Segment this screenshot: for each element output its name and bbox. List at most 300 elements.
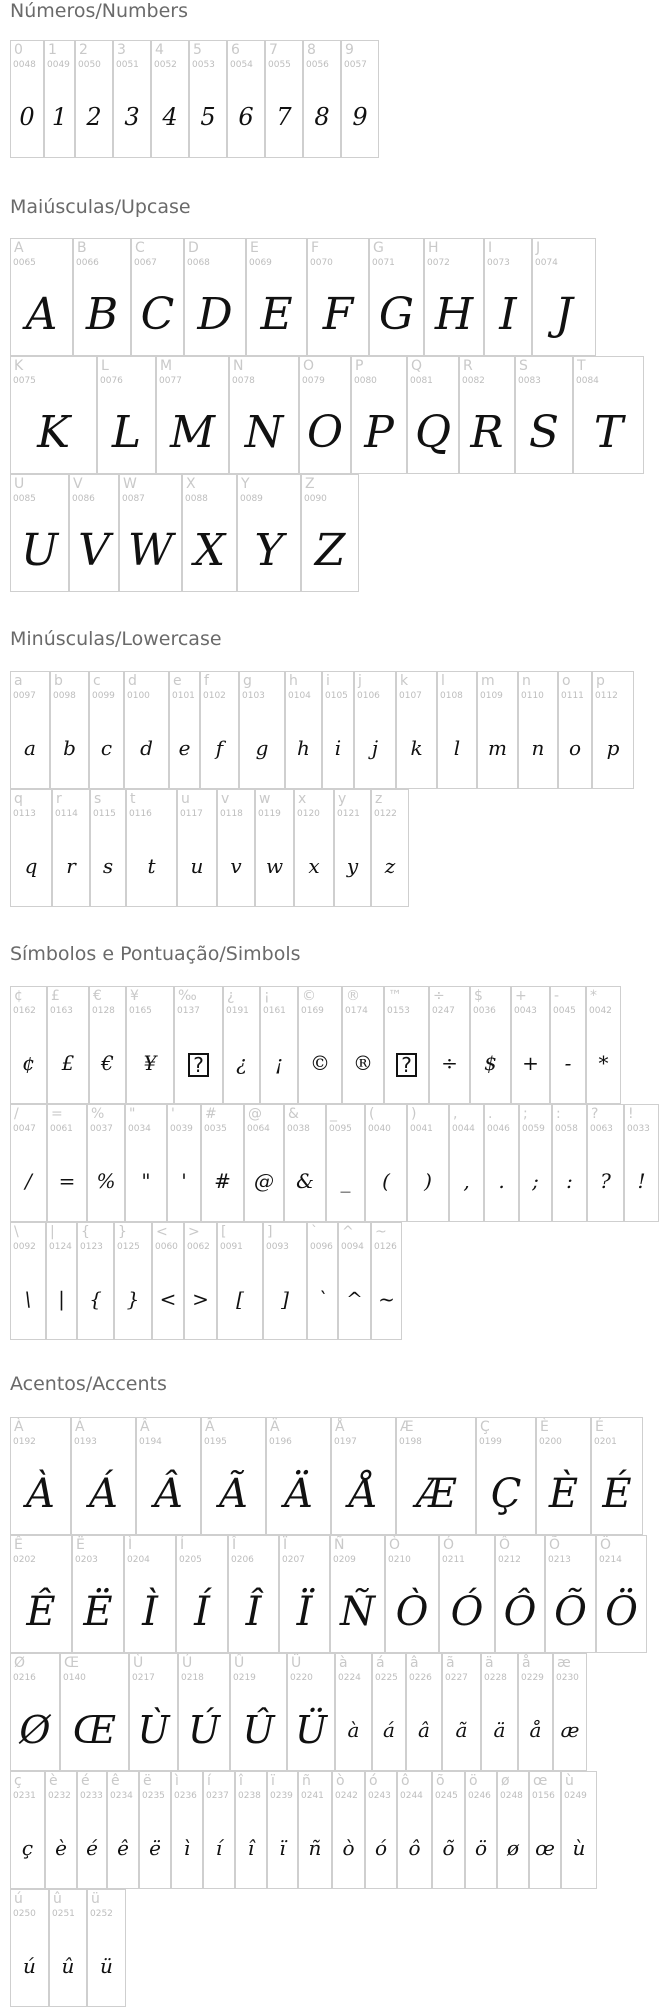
glyph-character-label: q [14,791,23,807]
glyph-code-label: 0118 [220,809,243,819]
glyph-character-label: ç [14,1773,22,1789]
glyph-code-label: 0251 [52,1909,75,1919]
glyph-sample: û [61,1954,75,1978]
glyph-sample: ; [532,1169,539,1193]
glyph-character-label: 0 [14,42,23,58]
glyph-cell-0199 [476,1417,536,1535]
glyph-code-label: 0247 [432,1006,455,1016]
glyph-code-label: 0219 [233,1673,256,1683]
glyph-sample: + [522,1051,539,1075]
glyph-character-label: j [358,673,362,689]
glyph-code-label: 0040 [368,1124,391,1134]
glyph-cell-0037 [87,1104,125,1222]
glyph-code-label: 0231 [13,1791,36,1801]
glyph-character-label: 3 [117,42,126,58]
glyph-character-label: E [250,240,259,256]
glyph-cell-0227 [442,1653,481,1771]
glyph-character-label: u [181,791,190,807]
glyph-code-label: 0193 [74,1437,97,1447]
glyph-cell-0195 [201,1417,266,1535]
glyph-sample: Œ [72,1708,117,1752]
glyph-code-label: 0229 [521,1673,544,1683]
glyph-cell-0070 [307,238,369,356]
glyph-code-label: 0066 [76,258,99,268]
glyph-cell-0047 [10,1104,47,1222]
glyph-character-label: £ [51,988,60,1004]
glyph-code-label: 0062 [187,1242,210,1252]
glyph-character-label: U [14,476,25,492]
glyph-sample: Å [349,1471,378,1517]
glyph-cell-0137 [174,986,223,1104]
glyph-code-label: 0088 [185,494,208,504]
glyph-character-label: ú [14,1891,23,1907]
glyph-character-label: { [81,1224,90,1240]
glyph-code-label: 0105 [325,691,348,701]
glyph-code-label: 0109 [480,691,503,701]
glyph-cell-0080 [351,356,407,474]
glyph-sample: P [364,407,394,458]
glyph-cell-0086 [69,474,119,592]
glyph-code-label: 0042 [589,1006,612,1016]
glyph-cell-0153 [384,986,429,1104]
glyph-code-label: 0198 [399,1437,422,1447]
glyph-character-label: = [51,1106,63,1122]
glyph-cell-0214 [596,1535,647,1653]
glyph-cell-0071 [369,238,424,356]
glyph-cell-0228 [481,1653,518,1771]
glyph-sample: œ [535,1836,555,1860]
glyph-character-label: W [123,476,137,492]
glyph-code-label: 0100 [127,691,150,701]
glyph-cell-0034 [125,1104,167,1222]
glyph-code-label: 0070 [310,258,333,268]
glyph-character-label: ¢ [14,988,23,1004]
glyph-character-label: ö [469,1773,478,1789]
glyph-character-label: ; [523,1106,528,1122]
glyph-code-label: 0049 [47,60,70,70]
glyph-cell-0209 [330,1535,385,1653]
glyph-character-label: @ [248,1106,262,1122]
glyph-character-label: Y [241,476,250,492]
glyph-sample: u [190,854,204,878]
glyph-character-label: œ [533,1773,548,1789]
glyph-cell-0066 [73,238,131,356]
glyph-cell-0084 [573,356,644,474]
glyph-cell-0058 [552,1104,587,1222]
glyph-character-label: Œ [64,1655,79,1671]
glyph-sample: ï [279,1836,286,1860]
glyph-cell-0128 [89,986,126,1104]
glyph-cell-0247 [429,986,470,1104]
glyph-character-label: } [118,1224,127,1240]
glyph-sample: Ú [187,1708,221,1752]
glyph-sample: Ñ [340,1589,375,1635]
glyph-sample: Ã [219,1471,248,1517]
glyph-cell-0055 [265,40,303,158]
glyph-character-label: N [233,358,244,374]
glyph-cell-0194 [136,1417,201,1535]
glyph-character-label: û [53,1891,62,1907]
glyph-cell-0112 [592,671,634,789]
glyph-sample: { [89,1287,102,1311]
glyph-code-label: 0194 [139,1437,162,1447]
glyph-character-label: D [188,240,199,256]
glyph-code-label: 0137 [177,1006,200,1016]
glyph-code-label: 0243 [368,1791,391,1801]
glyph-character-label: b [54,673,63,689]
glyph-cell-0121 [334,789,371,907]
glyph-character-label: õ [436,1773,445,1789]
glyph-cell-0162 [10,986,47,1104]
glyph-sample: ñ [308,1836,322,1860]
glyph-character-label: w [259,791,271,807]
glyph-code-label: 0207 [282,1555,305,1565]
glyph-cell-0243 [365,1771,397,1889]
glyph-character-label: 9 [345,42,354,58]
glyph-cell-0036 [470,986,511,1104]
glyph-cell-0200 [536,1417,591,1535]
glyph-character-label: È [540,1419,549,1435]
glyph-character-label: a [14,673,23,689]
glyph-code-label: 0033 [627,1124,650,1134]
glyph-sample: z [384,854,396,878]
glyph-cell-0207 [279,1535,330,1653]
glyph-code-label: 0111 [561,691,584,701]
glyph-character-label: J [536,240,541,256]
glyph-cell-0225 [372,1653,406,1771]
glyph-cell-0078 [229,356,299,474]
glyph-sample: É [602,1471,632,1517]
glyph-character-label: å [522,1655,531,1671]
glyph-sample: ì [183,1836,191,1860]
glyph-sample: v [230,854,242,878]
glyph-cell-0169 [298,986,342,1104]
glyph-code-label: 0218 [181,1673,204,1683]
glyph-code-label: 0156 [532,1791,555,1801]
glyph-sample: Î [245,1589,262,1635]
glyph-character-label: ( [369,1106,375,1122]
glyph-cell-0050 [75,40,113,158]
glyph-character-label: K [14,358,24,374]
glyph-sample: Ô [503,1589,537,1635]
glyph-code-label: 0120 [297,809,320,819]
glyph-sample: T [593,407,624,458]
glyph-sample: È [548,1471,579,1517]
glyph-code-label: 0076 [100,376,123,386]
glyph-code-label: 0065 [13,258,36,268]
glyph-cell-0119 [255,789,294,907]
glyph-cell-0122 [371,789,409,907]
glyph-sample: & [296,1169,314,1193]
glyph-code-label: 0090 [304,494,327,504]
glyph-sample: < [159,1287,177,1311]
glyph-cell-0248 [497,1771,529,1889]
glyph-cell-0236 [171,1771,203,1889]
glyph-code-label: 0169 [301,1006,324,1016]
glyph-cell-0245 [432,1771,465,1889]
glyph-character-label: ø [501,1773,510,1789]
glyph-code-label: 0101 [172,691,195,701]
glyph-character-label: ` [311,1224,318,1240]
glyph-cell-0224 [335,1653,372,1771]
glyph-character-label: $ [474,988,483,1004]
glyph-code-label: 0035 [204,1124,227,1134]
glyph-code-label: 0039 [170,1124,193,1134]
glyph-character-label: h [289,673,298,689]
glyph-cell-0090 [301,474,359,592]
glyph-sample: X [193,525,226,576]
glyph-character-label: Û [234,1655,245,1671]
glyph-character-label: ~ [375,1224,387,1240]
glyph-cell-0210 [385,1535,439,1653]
glyph-code-label: 0051 [116,60,139,70]
glyph-character-label: % [91,1106,105,1122]
glyph-character-label: O [303,358,315,374]
glyph-character-label: P [355,358,364,374]
glyph-sample: ` [317,1287,328,1311]
glyph-sample: % [96,1169,116,1193]
glyph-cell-0231 [10,1771,45,1889]
glyph-character-label: G [373,240,384,256]
glyph-character-label: ô [401,1773,410,1789]
glyph-character-label: ¥ [130,988,139,1004]
glyph-code-label: 0041 [410,1124,433,1134]
glyph-sample: A [25,289,58,340]
glyph-character-label: á [376,1655,385,1671]
glyph-cell-0216 [10,1653,60,1771]
glyph-code-label: 0244 [400,1791,423,1801]
glyph-sample: Ï [296,1589,313,1635]
glyph-sample: £ [61,1051,75,1075]
glyph-sample: Ü [294,1708,328,1752]
glyph-code-label: 0099 [92,691,115,701]
glyph-sample [175,1053,222,1077]
glyph-character-label: l [441,673,445,689]
glyph-code-label: 0116 [129,809,152,819]
glyph-sample: 9 [352,103,368,131]
glyph-character-label: s [94,791,102,807]
glyph-cell-0191 [223,986,260,1104]
glyph-sample: r [66,854,76,878]
glyph-character-label: Q [411,358,423,374]
glyph-character-label: 2 [79,42,88,58]
glyph-cell-0174 [342,986,384,1104]
glyph-sample: 3 [124,103,140,131]
glyph-character-label: Ò [389,1537,401,1553]
glyph-character-label: # [205,1106,217,1122]
glyph-character-label: _ [330,1106,337,1122]
glyph-cell-0069 [246,238,307,356]
glyph-sample: H [434,289,474,340]
glyph-sample: D [197,289,233,340]
glyph-character-label: | [50,1224,55,1240]
glyph-sample: ? [600,1169,611,1193]
glyph-cell-0083 [515,356,573,474]
glyph-code-label: 0038 [287,1124,310,1134]
glyph-sample: # [214,1169,231,1193]
glyph-cell-0246 [465,1771,497,1889]
glyph-cell-0196 [266,1417,331,1535]
glyph-cell-0161 [260,986,298,1104]
glyph-character-label: S [519,358,528,374]
glyph-cell-0251 [49,1889,87,2007]
glyph-sample: : [566,1169,573,1193]
glyph-character-label: Í [180,1537,185,1553]
glyph-character-label: . [488,1106,493,1122]
glyph-cell-0035 [201,1104,244,1222]
glyph-code-label: 0161 [263,1006,286,1016]
glyph-cell-0107 [396,671,437,789]
glyph-cell-0095 [326,1104,365,1222]
glyph-sample: @ [254,1169,274,1193]
glyph-character-label: z [375,791,383,807]
glyph-character-label: Æ [400,1419,414,1435]
glyph-cell-0059 [519,1104,552,1222]
glyph-code-label: 0067 [134,258,157,268]
glyph-cell-0104 [285,671,322,789]
glyph-cell-0088 [182,474,237,592]
glyph-sample: Ù [137,1708,170,1752]
glyph-sample: ú [23,1954,36,1978]
glyph-cell-0249 [561,1771,597,1889]
glyph-cell-0218 [178,1653,230,1771]
glyph-code-label: 0034 [128,1124,151,1134]
glyph-sample: = [58,1169,76,1193]
glyph-sample: K [37,407,70,458]
glyph-sample: n [531,736,545,760]
glyph-sample: o [568,736,582,760]
glyph-cell-0234 [107,1771,139,1889]
glyph-character-label: ' [171,1106,175,1122]
glyph-character-label: o [562,673,571,689]
glyph-sample: © [310,1051,330,1075]
glyph-sample: â [418,1718,430,1742]
glyph-code-label: 0085 [13,494,36,504]
glyph-character-label: k [400,673,409,689]
glyph-cell-0079 [299,356,351,474]
glyph-cell-0193 [71,1417,136,1535]
glyph-sample: Q [414,407,452,458]
glyph-sample: x [308,854,320,878]
glyph-cell-0068 [184,238,246,356]
glyph-code-label: 0226 [409,1673,432,1683]
glyph-sample: p [606,736,620,760]
glyph-code-label: 0053 [192,60,215,70]
glyph-sample: y [346,854,359,878]
glyph-code-label: 0122 [374,809,397,819]
glyph-sample: f [215,736,224,760]
glyph-cell-0237 [203,1771,235,1889]
glyph-sample: Ò [395,1589,429,1635]
glyph-code-label: 0114 [55,809,78,819]
glyph-cell-0113 [10,789,52,907]
glyph-character-label: Ö [600,1537,612,1553]
glyph-code-label: 0195 [204,1437,227,1447]
glyph-code-label: 0119 [258,809,281,819]
glyph-character-label: > [188,1224,200,1240]
glyph-sample: d [140,736,153,760]
glyph-character-label: Ç [480,1419,490,1435]
glyph-character-label: < [156,1224,168,1240]
glyph-character-label: Ô [499,1537,511,1553]
glyph-sample: 1 [51,103,68,131]
glyph-character-label: m [481,673,495,689]
glyph-code-label: 0230 [556,1673,579,1683]
glyph-cell-0117 [177,789,217,907]
glyph-sample: 2 [86,103,102,131]
glyph-character-label: t [130,791,136,807]
glyph-code-label: 0249 [564,1791,587,1801]
glyph-sample: ¡ [274,1051,284,1075]
glyph-cell-0102 [200,671,239,789]
glyph-sample: S [528,407,560,458]
glyph-character-label: ™ [388,988,402,1004]
glyph-character-label: ‰ [178,988,197,1004]
glyph-code-label: 0233 [80,1791,103,1801]
glyph-sample: ë [149,1836,161,1860]
glyph-character-label: r [56,791,62,807]
glyph-character-label: f [204,673,209,689]
glyph-code-label: 0125 [117,1242,140,1252]
glyph-cell-0232 [45,1771,77,1889]
section-title-numeros-numbers: Números/Numbers [10,0,188,22]
glyph-cell-0077 [156,356,229,474]
glyph-cell-0060 [152,1222,184,1340]
glyph-character-label: & [288,1106,299,1122]
glyph-code-label: 0113 [13,809,36,819]
glyph-cell-0054 [227,40,265,158]
glyph-sample: l [453,736,461,760]
glyph-cell-0241 [298,1771,332,1889]
glyph-sample: Í [194,1589,210,1635]
glyph-cell-0116 [126,789,177,907]
glyph-character-label: Ê [14,1537,23,1553]
glyph-code-label: 0052 [154,60,177,70]
glyph-sample: q [24,854,38,878]
glyph-cell-0053 [189,40,227,158]
glyph-code-label: 0197 [334,1437,357,1447]
glyph-cell-0040 [365,1104,407,1222]
glyph-character-label: ) [411,1106,417,1122]
glyph-code-label: 0241 [301,1791,324,1801]
glyph-sample: ¥ [143,1051,157,1075]
glyph-sample: C [140,289,175,340]
glyph-code-label: 0074 [535,258,558,268]
glyph-cell-0074 [532,238,596,356]
glyph-cell-0100 [124,671,169,789]
glyph-code-label: 0110 [521,691,544,701]
glyph-character-label: g [243,673,252,689]
glyph-code-label: 0043 [514,1006,537,1016]
glyph-code-label: 0153 [387,1006,410,1016]
glyph-code-label: 0112 [595,691,618,701]
glyph-code-label: 0060 [155,1242,178,1252]
glyph-cell-0238 [235,1771,267,1889]
glyph-character-label: Ä [270,1419,280,1435]
glyph-code-label: 0165 [129,1006,152,1016]
glyph-character-label: Å [335,1419,345,1435]
glyph-sample: æ [560,1718,580,1742]
glyph-character-label: : [556,1106,561,1122]
glyph-sample: , [463,1169,470,1193]
glyph-code-label: 0107 [399,691,422,701]
glyph-cell-0096 [307,1222,338,1340]
glyph-cell-0239 [267,1771,298,1889]
glyph-code-label: 0121 [337,809,360,819]
glyph-code-label: 0087 [122,494,145,504]
glyph-code-label: 0098 [53,691,76,701]
glyph-cell-0087 [119,474,182,592]
